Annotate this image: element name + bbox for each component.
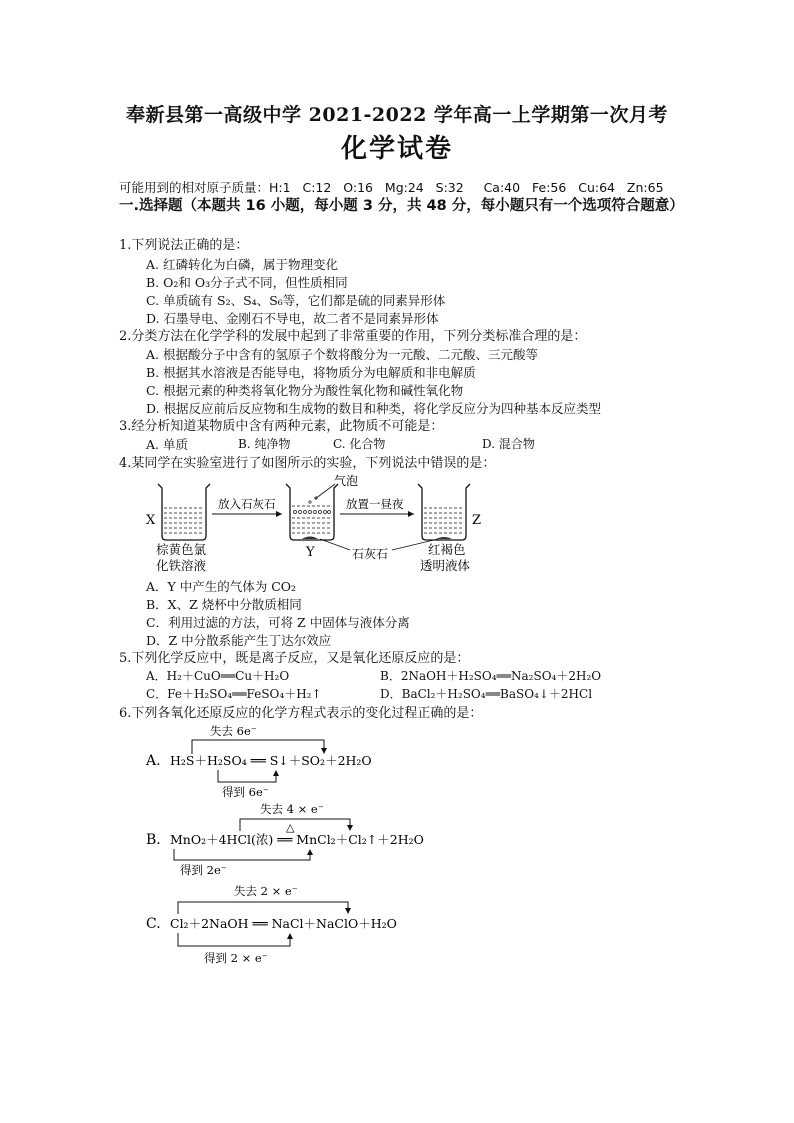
- q4-option-c: C．利用过滤的方法，可将 Z 中固体与液体分离: [146, 615, 410, 630]
- stone-label: 石灰石: [352, 547, 389, 561]
- q6a-top-bracket: [192, 740, 324, 754]
- q6b-equation: MnO₂＋4HCl(浓) ══ MnCl₂＋Cl₂↑＋2H₂O: [170, 832, 424, 847]
- label-y: Y: [306, 545, 315, 560]
- q6-option-c-diagram: [140, 880, 440, 970]
- q1-option-b: B. O₂和 O₃分子式不同，但性质相同: [146, 275, 348, 290]
- bubble-pointer: [315, 484, 335, 499]
- q4-option-b: B．X、Z 烧杯中分散质相同: [146, 597, 302, 612]
- q3-option-a: A. 单质: [146, 437, 188, 452]
- atomic-masses: 可能用到的相对原子质量：H:1 C:12 O:16 Mg:24 S:32 Ca:40 Fe:56 Cu:64 Zn:65: [119, 180, 664, 195]
- school-title: 奉新县第一高级中学 2021-2022 学年高一上学期第一次月考: [126, 104, 668, 126]
- x-desc-line2: 化铁溶液: [156, 558, 207, 573]
- q5-option-b: B．2NaOH＋H₂SO₄══Na₂SO₄＋2H₂O: [380, 669, 602, 683]
- q6a-bottom-arrowhead: [273, 770, 279, 776]
- q6c-top-bracket: [178, 902, 348, 914]
- q6a-letter: A.: [146, 753, 161, 769]
- q6-option-b-diagram: [140, 800, 460, 885]
- q6b-top-bracket: [240, 819, 350, 831]
- q6c-bottom-label: 得到 2 × e⁻: [204, 951, 268, 965]
- q6a-top-label: 失去 6e⁻: [210, 724, 257, 738]
- q4-option-d: D．Z 中分散系能产生丁达尔效应: [146, 633, 332, 648]
- q6a-bottom-label: 得到 6e⁻: [222, 785, 269, 799]
- bubbles: [294, 497, 331, 514]
- q5-option-d: D．BaCl₂＋H₂SO₄══BaSO₄↓＋2HCl: [380, 687, 593, 701]
- section-heading: 一.选择题（本题共 16 小题，每小题 3 分，共 48 分，每小题只有一个选项符合题意）: [119, 198, 684, 214]
- bubble-label: 气泡: [334, 474, 359, 488]
- q3-stem: 3.经分析知道某物质中含有两种元素，此物质不可能是：: [119, 419, 444, 434]
- q6c-letter: C.: [146, 916, 161, 932]
- stone-z: [436, 537, 452, 539]
- beaker-x-liquid: [164, 508, 204, 533]
- q6-option-a-diagram: [140, 720, 440, 800]
- arrow-2-label: 放置一昼夜: [346, 497, 404, 511]
- z-desc-line2: 透明液体: [420, 558, 471, 573]
- q1-option-a: A. 红磷转化为白磷，属于物理变化: [146, 257, 338, 272]
- q3-option-c: C. 化合物: [333, 437, 386, 451]
- q1-option-c: C. 单质硫有 S₂、S₄、S₆等，它们都是硫的同素异形体: [146, 293, 446, 308]
- q6b-bottom-bracket: [174, 849, 310, 860]
- beaker-y-liquid: [292, 506, 332, 533]
- q5-option-a: A．H₂＋CuO══Cu＋H₂O: [146, 669, 290, 683]
- q5-option-c: C．Fe＋H₂SO₄══FeSO₄＋H₂↑: [146, 687, 322, 701]
- q1-option-d: D. 石墨导电、金刚石不导电，故二者不是同素异形体: [146, 311, 439, 326]
- arrow-1-head: [276, 511, 282, 517]
- q6b-heat: △: [286, 821, 295, 834]
- z-desc-line1: 红褐色: [428, 542, 466, 557]
- q6b-letter: B.: [146, 832, 161, 848]
- q6b-bottom-label: 得到 2e⁻: [180, 863, 227, 877]
- beaker-z: [418, 484, 470, 540]
- subject-title: 化学试卷: [340, 134, 453, 164]
- x-desc-line1: 棕黄色氯: [156, 542, 207, 557]
- label-z: Z: [472, 513, 482, 528]
- label-x: X: [146, 513, 156, 528]
- beaker-x: [158, 484, 210, 540]
- q6a-equation: H₂S＋H₂SO₄ ══ S↓＋SO₂＋2H₂O: [170, 753, 372, 768]
- q6c-top-label: 失去 2 × e⁻: [234, 884, 298, 898]
- q6b-top-label: 失去 4 × e⁻: [260, 802, 324, 816]
- q4-option-a: A．Y 中产生的气体为 CO₂: [146, 579, 297, 594]
- q2-option-b: B. 根据其水溶液是否能导电，将物质分为电解质和非电解质: [146, 365, 476, 380]
- q6-stem: 6.下列各氧化还原反应的化学方程式表示的变化过程正确的是：: [119, 706, 483, 721]
- arrow-2-head: [408, 511, 414, 517]
- q1-stem: 1.下列说法正确的是：: [119, 238, 249, 253]
- q2-option-d: D. 根据反应前后反应物和生成物的数目和种类，将化学反应分为四种基本反应类型: [146, 401, 602, 416]
- stone-pointer-y: [320, 539, 350, 550]
- q3-option-b: B. 纯净物: [238, 437, 291, 451]
- q3-option-d: D. 混合物: [482, 437, 535, 451]
- q6b-top-arrowhead: [347, 825, 353, 831]
- q6a-bottom-bracket: [218, 770, 276, 782]
- q6c-top-arrowhead: [345, 908, 351, 914]
- q2-option-a: A. 根据酸分子中含有的氢原子个数将酸分为一元酸、二元酸、三元酸等: [146, 347, 538, 362]
- q6b-bottom-arrowhead: [307, 849, 313, 855]
- q6c-bottom-arrowhead: [287, 933, 293, 939]
- arrow-1-label: 放入石灰石: [218, 497, 276, 511]
- q6c-bottom-bracket: [178, 933, 290, 946]
- q5-stem: 5.下列化学反应中，既是离子反应，又是氧化还原反应的是：: [119, 651, 470, 666]
- q2-option-c: C. 根据元素的种类将氧化物分为酸性氧化物和碱性氧化物: [146, 383, 464, 398]
- q4-experiment-figure: [140, 472, 500, 577]
- beaker-z-liquid: [424, 508, 464, 533]
- q4-stem: 4.某同学在实验室进行了如图所示的实验，下列说法中错误的是：: [119, 456, 496, 471]
- stone-y: [302, 537, 318, 540]
- q2-stem: 2.分类方法在化学学科的发展中起到了非常重要的作用，下列分类标准合理的是：: [119, 329, 587, 344]
- q6c-equation: Cl₂＋2NaOH ══ NaCl＋NaClO＋H₂O: [170, 916, 397, 931]
